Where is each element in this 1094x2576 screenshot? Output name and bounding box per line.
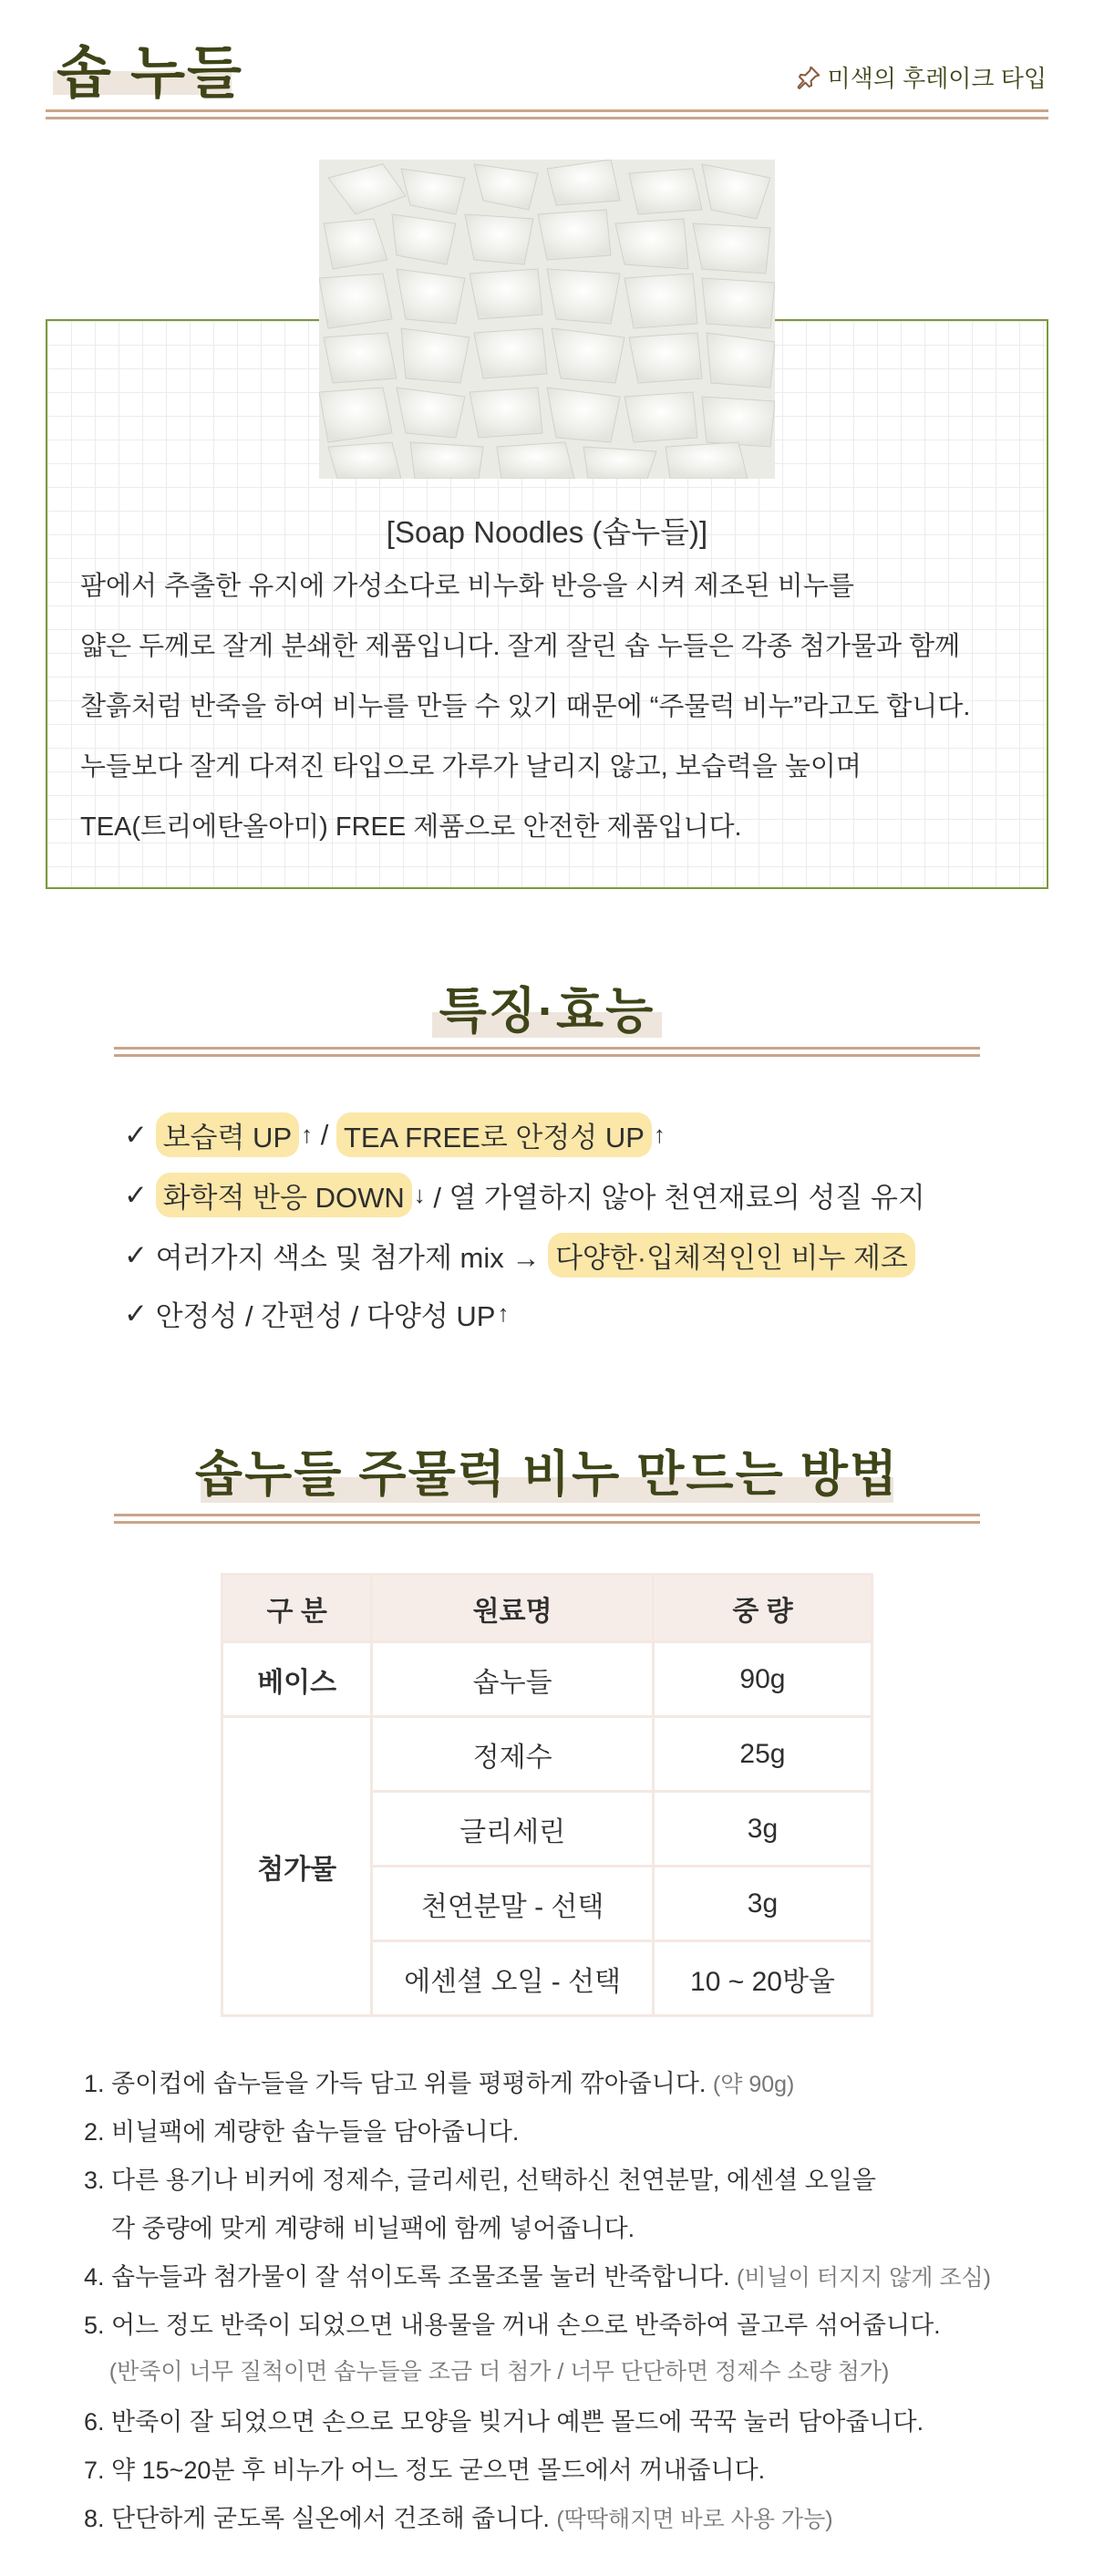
weight-cell: 90g [653,1642,872,1717]
step-item [84,2402,924,2437]
step-item [84,2112,519,2147]
page-header [0,0,1094,137]
step-text: 4. 솝누들과 첨가물이 잘 섞이도록 조물조물 눌러 반죽합니다. [84,2263,737,2291]
step-item [84,2305,941,2341]
category-cell: 베이스 [222,1642,372,1717]
feature-text: 안정성 / 간편성 / 다양성 UP [155,1300,496,1332]
step-text: 5. 어느 정도 반죽이 되었으면 내용물을 꺼내 손으로 반죽하여 골고루 섞어줍니다. [84,2312,941,2339]
soap-noodles-photo [319,160,775,479]
intro-line: 찰흙처럼 반죽을 하여 비누를 만들 수 있기 때문에 “주물럭 비누”라고도 합니다. [80,692,971,721]
down-arrow-icon: ↓ [413,1181,426,1208]
step-item [84,2354,889,2386]
up-arrow-icon: ↑ [653,1121,666,1148]
up-arrow-icon: ↑ [301,1121,314,1148]
step-text: 3. 다른 용기나 비커에 정제수, 글리세린, 선택하신 천연분말, 에센셜 오일을 [84,2167,876,2194]
table-row [222,1642,872,1717]
feature-highlight: 화학적 반응 DOWN [156,1173,412,1217]
step-item [84,2498,833,2534]
check-icon: ✓ [124,1297,148,1329]
up-arrow-icon: ↑ [497,1299,510,1327]
intro-line: 팜에서 추출한 유지에 가성소다로 비누화 반응을 시켜 제조된 비누를 [80,572,854,601]
step-item [84,2209,635,2244]
step-text: 각 중량에 맞게 계량해 비닐팩에 함께 넣어줍니다. [84,2215,635,2242]
table-row [222,1717,872,1792]
check-icon: ✓ [124,1118,148,1151]
method-divider-top [114,1514,980,1516]
feature-highlight: 보습력 UP [156,1112,300,1157]
feature-item-2 [124,1173,925,1217]
step-text: 8. 단단하게 굳도록 실온에서 건조해 줍니다. [84,2505,557,2532]
weight-cell: 25g [653,1717,872,1792]
header-divider-bottom [46,117,1048,119]
column-header-ingredient: 원료명 [372,1575,654,1642]
weight-cell: 10 ~ 20방울 [653,1941,872,2016]
check-icon: ✓ [124,1178,148,1211]
ingredient-cell: 글리세린 [372,1792,654,1867]
weight-cell: 3g [653,1867,872,1941]
product-caption: [Soap Noodles (솝누들)] [386,515,708,549]
ingredients-table [221,1573,873,2017]
table-header-row [222,1575,872,1642]
step-item [84,2257,991,2292]
intro-line: 누들보다 잘게 다져진 타입으로 가루가 날리지 않고, 보습력을 높이며 [80,752,862,781]
page-title: 솝 누들 [57,42,243,105]
feature-highlight: 다양한·입체적인인 비누 제조 [548,1233,915,1278]
feature-text: 여러가지 색소 및 첨가제 mix → [155,1242,548,1274]
step-note: (약 90g) [712,2072,795,2097]
step-text: 2. 비닐팩에 계량한 솝누들을 담아줍니다. [84,2118,520,2146]
step-note: (딱딱해지면 바로 사용 가능) [556,2507,833,2532]
features-divider-bottom [114,1054,980,1057]
subtitle-text: 미색의 후레이크 타입 [827,65,1047,92]
intro-line: 얇은 두께로 잘게 분쇄한 제품입니다. 잘게 잘린 솝 누들은 각종 첨가물과 함께 [80,632,961,661]
header-divider-top [46,109,1048,112]
method-title: 솝누들 주물럭 비누 만드는 방법 [194,1447,900,1502]
step-text: 7. 약 15~20분 후 비누가 어느 정도 굳으면 몰드에서 꺼내줍니다. [84,2457,766,2484]
features-divider-top [114,1047,980,1050]
method-divider-bottom [114,1521,980,1524]
column-header-weight: 중 량 [653,1575,872,1642]
features-title: 특징·효능 [439,984,655,1039]
ingredient-cell: 솝누들 [372,1642,654,1717]
feature-text: / 열 가열하지 않아 천연재료의 성질 유지 [425,1182,925,1214]
step-note: (반죽이 너무 질척이면 솝누들을 조금 더 첨가 / 너무 단단하면 정제수 소량 첨가) [84,2359,890,2385]
ingredient-cell: 천연분말 - 선택 [372,1867,654,1941]
weight-cell: 3g [653,1792,872,1867]
feature-separator: / [313,1118,336,1151]
feature-item-1 [124,1112,666,1157]
pushpin-icon [795,64,822,91]
feature-item-3 [124,1233,915,1278]
ingredient-cell: 정제수 [372,1717,654,1792]
step-item [84,2450,765,2486]
step-text: 6. 반죽이 잘 되었으면 손으로 모양을 빚거나 예쁜 몰드에 꾹꾹 눌러 담아줍니다. [84,2408,924,2436]
step-item [84,2064,794,2099]
intro-line: TEA(트리에탄올아미) FREE 제품으로 안전한 제품입니다. [80,812,742,842]
product-type-label [795,60,1048,94]
step-text: 1. 종이컵에 솝누들을 가득 담고 위를 평평하게 깎아줍니다. [84,2070,713,2097]
step-note: (비닐이 터지지 않게 조심) [737,2265,991,2291]
feature-highlight: TEA FREE로 안정성 UP [336,1112,652,1157]
step-item [84,2160,876,2196]
feature-item-4 [124,1293,509,1334]
column-header-category: 구 분 [222,1575,372,1642]
check-icon: ✓ [124,1238,148,1271]
ingredient-cell: 에센셜 오일 - 선택 [372,1941,654,2016]
category-cell: 첨가물 [222,1717,372,2016]
